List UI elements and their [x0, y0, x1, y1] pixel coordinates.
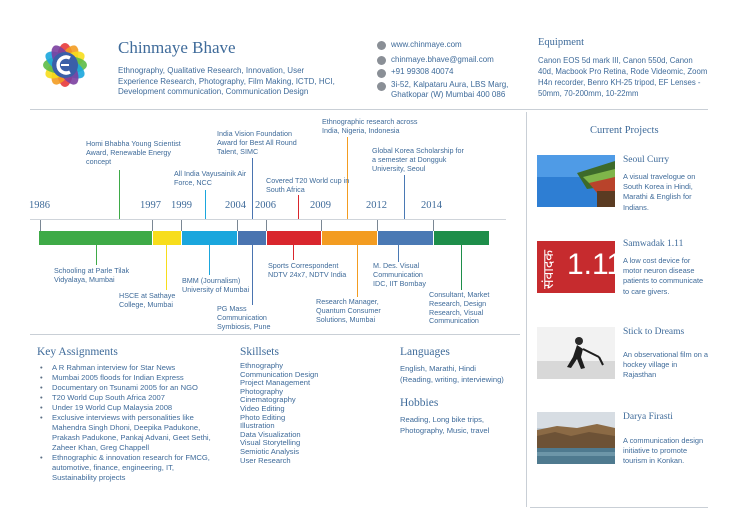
key-assignments-list — [36, 363, 211, 483]
phone-number: +91 99308 40074 — [391, 67, 454, 76]
year-tick — [152, 220, 153, 231]
timeline-bar-ndtv — [267, 231, 321, 245]
skillsets-list — [240, 362, 370, 465]
timeline-bar-hsce — [153, 231, 181, 245]
year-tick — [321, 220, 322, 231]
person-name: Chinmaye Bhave — [118, 38, 236, 57]
year-label: 1997 — [140, 200, 161, 211]
connector-line — [209, 245, 210, 275]
connector-line — [298, 195, 299, 219]
list-item: Data Visualization — [240, 429, 301, 439]
tagline: Ethnography, Qualitative Research, Innovation, User Experience Research, Photography, Film Making, ICTD, HCI, Development communication, Communication Design — [118, 66, 335, 97]
hobbies-line2: Photography, Music, travel — [400, 426, 490, 435]
hobbies-title: Hobbies — [400, 397, 439, 409]
milestone-label: PG Mass Communication Symbiosis, Pune — [217, 304, 271, 331]
timeline-bar-quantum — [322, 231, 377, 245]
timeline-bar-mdes — [378, 231, 433, 245]
milestone-label: Consultant, Market Research, Design Research, Visual Communication — [429, 290, 490, 326]
connector-line — [461, 245, 462, 290]
milestone-label: HSCE at Sathaye College, Mumbai — [119, 291, 176, 309]
milestone-label: Ethnographic research across India, Nigeria, Indonesia — [322, 117, 418, 135]
samwadak-thumbnail[interactable] — [537, 241, 624, 293]
project-description: A visual travelogue on South Korea in Hindi, Marathi & English for Indians. — [623, 172, 696, 212]
connector-line — [252, 158, 253, 219]
connector-line — [96, 245, 97, 265]
address-line1: 3i-52, Kalpataru Aura, LBS Marg, — [391, 80, 509, 89]
list-item: Photography — [240, 386, 284, 396]
list-item: • Exclusive interviews with personalities like Mahendra Singh Dhoni, Deepika Padukone, Prakash Padukone, Pankaj Advani, Geet Sethi, Zaheer Khan, Greg Chappell — [36, 413, 211, 453]
list-item: Ethnography — [240, 361, 284, 370]
milestone-label: Schooling at Parle Tilak Vidyalaya, Mumbai — [54, 266, 130, 284]
year-label: 1986 — [29, 200, 50, 211]
timeline — [0, 0, 520, 340]
milestone-label: Homi Bhabha Young Scientist Award, Renewable Energy concept — [86, 139, 181, 166]
coastal-fort-photo-icon — [537, 412, 615, 464]
skillsets-title: Skillsets — [240, 346, 279, 358]
milestone-label: Covered T20 World cup in South Africa — [266, 176, 350, 194]
project-description: A low cost device for motor neuron disease patients to communicate to care givers. — [623, 256, 704, 296]
milestone-label: All India Vayusainik Air Force, NCC — [174, 169, 247, 187]
connector-line — [398, 245, 399, 262]
connector-line — [293, 245, 294, 260]
languages-skills: (Reading, writing, interviewing) — [400, 375, 504, 384]
year-tick — [433, 220, 434, 231]
year-label: 2012 — [366, 200, 387, 211]
connector-line — [166, 245, 167, 290]
right-column-divider — [526, 112, 527, 507]
year-tick — [377, 220, 378, 231]
list-item: User Research — [240, 455, 291, 465]
list-item: Project Management — [240, 378, 311, 388]
equipment-title: Equipment — [538, 37, 585, 48]
current-projects-title: Current Projects — [590, 125, 659, 136]
stick-to-dreams-thumbnail[interactable] — [537, 327, 615, 379]
year-tick — [266, 220, 267, 231]
year-label: 1999 — [171, 200, 192, 211]
list-item: Communication Design — [240, 369, 319, 379]
equipment-text: Canon EOS 5d mark III, Canon 550d, Canon 40d, Macbook Pro Retina, Rode Videomic, Zoom H4n recorder, Benro KH-25 tripod, EF Lenses - 50mm, 70-200mm, 10-22mm — [538, 56, 708, 98]
list-item: • Under 19 World Cup Malaysia 2008 — [36, 403, 211, 413]
year-tick — [40, 220, 41, 231]
samwadak-number: 1.11 — [567, 248, 624, 281]
languages-list: English, Marathi, Hindi — [400, 364, 476, 373]
darya-firasti-thumbnail[interactable] — [537, 412, 615, 464]
timeline-bar-pg — [238, 231, 266, 245]
pagoda-photo-icon — [537, 155, 615, 207]
hobbies-line1: Reading, Long bike trips, — [400, 415, 485, 424]
connector-line — [205, 190, 206, 219]
milestone-label: Research Manager, Quantum Consumer Solutions, Mumbai — [316, 297, 381, 324]
connector-line — [404, 175, 405, 219]
milestone-label: BMM (Journalism) University of Mumbai — [182, 276, 250, 294]
key-assignments-title: Key Assignments — [37, 346, 118, 358]
list-item: • Mumbai 2005 floods for Indian Express — [36, 373, 211, 383]
footer-divider — [530, 507, 708, 508]
timeline-bar-schooling — [39, 231, 152, 245]
timeline-bar-consultant — [434, 231, 489, 245]
list-item: Visual Storytelling — [240, 438, 301, 448]
languages-title: Languages — [400, 346, 450, 358]
project-title[interactable]: Samwadak 1.11 — [623, 239, 684, 249]
seoul-curry-thumbnail[interactable] — [537, 155, 615, 207]
timeline-divider — [30, 334, 520, 335]
year-label: 2004 — [225, 200, 246, 211]
list-item: • Ethnographic & innovation research for FMCG, automotive, finance, engineering, IT, Sustainability projects — [36, 453, 211, 483]
year-label: 2014 — [421, 200, 442, 211]
year-tick — [237, 220, 238, 231]
connector-line — [119, 170, 120, 219]
list-item: Cinematography — [240, 395, 296, 405]
project-title[interactable]: Darya Firasti — [623, 412, 673, 422]
email-link[interactable]: chinmaye.bhave@gmail.com — [391, 55, 494, 64]
milestone-label: M. Des. Visual Communication IDC, IIT Bombay — [373, 261, 426, 288]
list-item: • A R Rahman interview for Star News — [36, 363, 211, 373]
year-label: 2009 — [310, 200, 331, 211]
milestone-label: India Vision Foundation Award for Best All Round Talent, SIMC — [217, 129, 297, 156]
project-title[interactable]: Seoul Curry — [623, 155, 670, 165]
list-item: Illustration — [240, 421, 275, 431]
list-item: Video Editing — [240, 403, 285, 413]
timeline-axis — [30, 219, 506, 220]
list-item: Semiotic Analysis — [240, 446, 300, 456]
list-item: • Documentary on Tsunami 2005 for an NGO — [36, 383, 211, 393]
project-description: A communication design initiative to promote tourism in Konkan. — [623, 436, 704, 466]
connector-line — [252, 245, 253, 305]
address-line2: Ghatkopar (W) Mumbai 400 086 — [391, 90, 506, 99]
website-link[interactable]: www.chinmaye.com — [391, 40, 462, 49]
year-label: 2006 — [255, 200, 276, 211]
hockey-player-photo-icon — [537, 327, 615, 379]
project-title[interactable]: Stick to Dreams — [623, 327, 685, 337]
year-tick — [181, 220, 182, 231]
milestone-label: Sports Correspondent NDTV 24x7, NDTV India — [268, 261, 347, 279]
samwadak-devanagari: संवादक — [541, 249, 557, 289]
timeline-bar-bmm — [182, 231, 237, 245]
list-item: Photo Editing — [240, 412, 286, 422]
milestone-label: Global Korea Scholarship for a semester at Dongguk University, Seoul — [372, 146, 464, 173]
project-description: An observational film on a hockey village in Rajasthan — [623, 350, 709, 380]
list-item: • T20 World Cup South Africa 2007 — [36, 393, 211, 403]
